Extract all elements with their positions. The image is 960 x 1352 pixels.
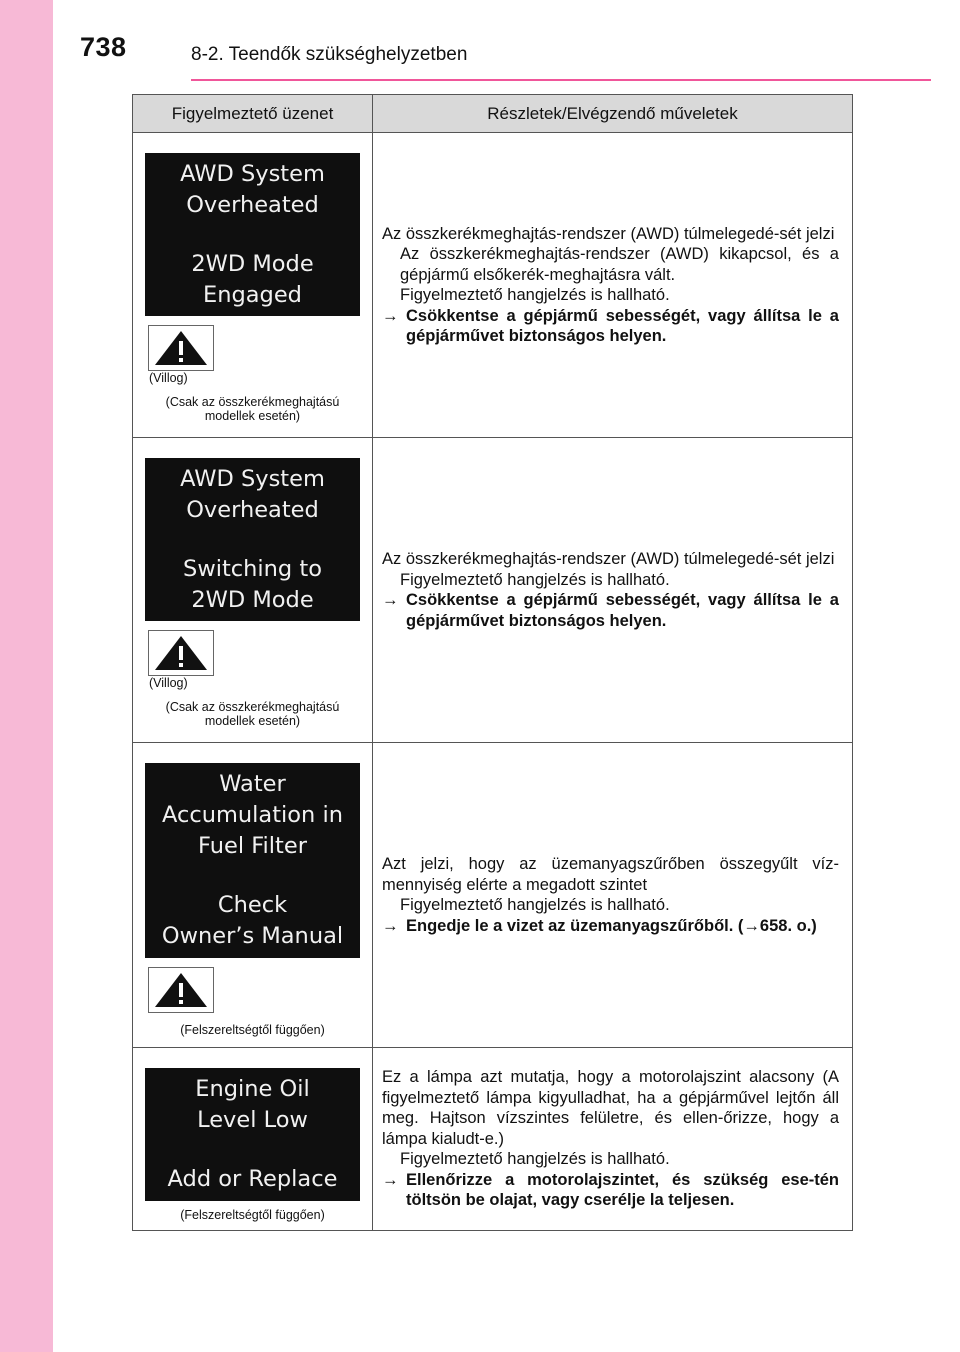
screen-line: Owner’s Manual	[161, 923, 344, 949]
display-screen	[145, 1068, 360, 1201]
warning-message-table	[132, 94, 853, 1231]
warning-triangle-icon	[148, 325, 214, 371]
arrow-icon: →	[382, 1170, 399, 1189]
screen-line: Overheated	[186, 191, 319, 218]
arrow-icon: →	[382, 591, 399, 609]
column-header-details: Részletek/Elvégzendő műveletek	[373, 95, 853, 133]
detail-text: Figyelmeztető hangjelzés is hallható.	[400, 570, 670, 589]
details-cell	[373, 743, 853, 1048]
detail-text: Az összkerékmeghajtás-rendszer (AWD) kikapcsol, és a gépjármű elsőkerék-meghajtásra vált.	[400, 245, 839, 284]
action-instruction	[382, 590, 839, 631]
section-title: 8-2. Teendők szükséghelyzetben	[191, 44, 468, 65]
screen-line: 2WD Mode	[191, 586, 314, 613]
display-screen	[145, 153, 360, 316]
display-screen	[145, 763, 360, 958]
screen-line: Engaged	[203, 281, 302, 308]
action-instruction	[382, 916, 839, 937]
equipment-note: (Felszereltségtől függően)	[180, 1023, 325, 1037]
detail-text: Figyelmeztető hangjelzés is hallható.	[400, 1150, 670, 1169]
screen-line: Fuel Filter	[198, 833, 307, 859]
details-cell	[373, 1048, 853, 1231]
blink-label: (Villog)	[149, 371, 188, 385]
table-row	[133, 743, 853, 1048]
details-cell	[373, 133, 853, 438]
screen-line: Overheated	[186, 496, 319, 523]
screen-line: Water	[219, 771, 286, 797]
table-row	[133, 133, 853, 438]
action-instruction	[382, 306, 839, 347]
action-instruction	[382, 1170, 839, 1211]
screen-line: 2WD Mode	[191, 250, 314, 277]
page-number: 738	[80, 32, 127, 62]
blink-label: (Villog)	[149, 676, 188, 690]
display-screen	[145, 458, 360, 621]
screen-line: Accumulation in	[162, 802, 343, 828]
header-rule	[191, 79, 931, 81]
warning-message-cell	[133, 1048, 373, 1231]
warning-message-cell	[133, 743, 373, 1048]
action-text: Csökkentse a gépjármű sebességét, vagy állítsa le a gépjárművet biztonságos helyen.	[406, 306, 839, 345]
side-color-strip	[0, 0, 53, 1352]
screen-line: Add or Replace	[167, 1166, 338, 1192]
detail-text: Figyelmeztető hangjelzés is hallható.	[400, 286, 670, 304]
table-header-row	[133, 95, 853, 133]
screen-line: AWD System	[180, 160, 325, 187]
table-row	[133, 438, 853, 743]
arrow-icon: →	[382, 306, 399, 325]
arrow-icon: →	[382, 916, 399, 935]
warning-triangle-icon	[148, 630, 214, 676]
screen-line: Engine Oil	[195, 1076, 310, 1102]
screen-line: Level Low	[197, 1107, 308, 1133]
action-text: Engedje le a vizet az üzemanyagszűrőből. (→658. o.)	[406, 916, 817, 935]
equipment-note: (Felszereltségtől függően)	[180, 1208, 325, 1222]
warning-message-cell	[133, 133, 373, 438]
description-text: Azt jelzi, hogy az üzemanyagszűrőben összegyűlt víz-mennyiség elérte a megadott szintet	[382, 855, 839, 894]
detail-text: Figyelmeztető hangjelzés is hallható.	[400, 896, 670, 914]
column-header-warning-message: Figyelmeztető üzenet	[133, 95, 373, 133]
action-text: Csökkentse a gépjármű sebességét, vagy állítsa le a gépjárművet biztonságos helyen.	[406, 591, 839, 630]
warning-triangle-icon	[148, 967, 214, 1013]
description-text: Az összkerékmeghajtás-rendszer (AWD) túlmelegedé-sét jelzi	[382, 550, 835, 568]
action-text: Ellenőrizze a motorolajszintet, és szükség ese-tén töltsön be olajat, vagy cserélje la teljesen.	[406, 1170, 839, 1210]
model-note: (Csak az összkerékmeghajtású modellek esetén)	[165, 395, 340, 423]
table-row	[133, 1048, 853, 1231]
description-text: Az összkerékmeghajtás-rendszer (AWD) túlmelegedé-sét jelzi	[382, 224, 835, 243]
screen-line: Switching to	[183, 555, 322, 582]
description-text: Ez a lámpa azt mutatja, hogy a motorolajszint alacsony (A figyelmeztető lámpa kigyulladhat, ha a gépjárművel lejtőn áll meg. Hajtson vízszintes felületre, és ellen-őrizze, hogy a lámpa kialudt-e.)	[382, 1068, 839, 1148]
screen-line: AWD System	[180, 465, 325, 492]
details-cell	[373, 438, 853, 743]
warning-message-cell	[133, 438, 373, 743]
screen-line: Check	[217, 892, 288, 918]
model-note: (Csak az összkerékmeghajtású modellek esetén)	[165, 700, 340, 728]
